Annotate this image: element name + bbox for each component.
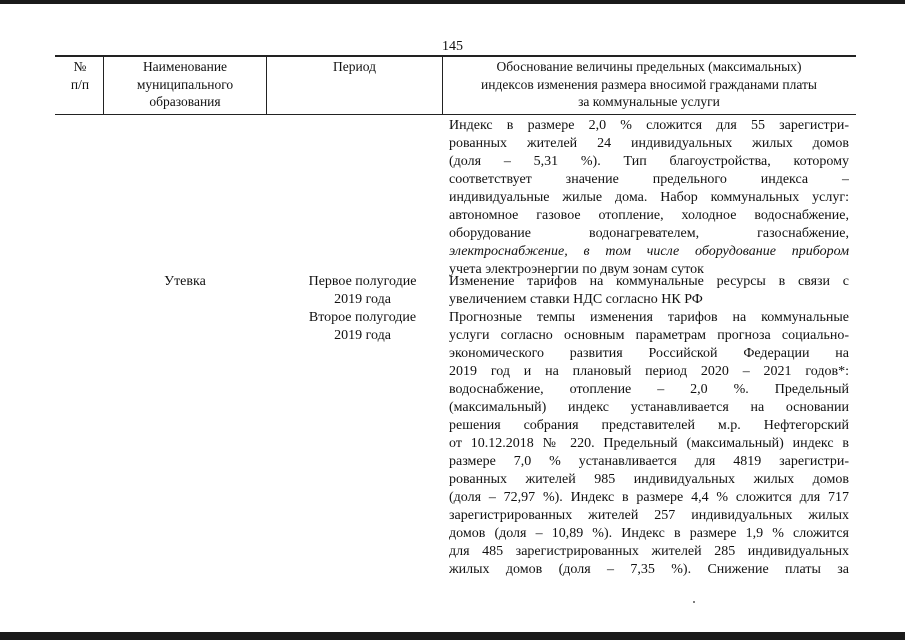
text-line: оборудование водонагревателем, газоснабжение,	[449, 226, 849, 241]
text-line: (доля – 72,97 %). Индекс в размере 4,4 % сложится для 717	[449, 490, 849, 505]
text-line: экономического развития Российской Федерации на	[449, 346, 849, 361]
justification-paragraph-1	[449, 117, 849, 279]
text-line: водоснабжение, отопление – 2,0 %. Предельный	[449, 382, 849, 397]
period-cell	[285, 273, 440, 345]
text-line: домов (доля – 10,89 %). Индекс в размере 1,9 % сложится	[449, 526, 849, 541]
justification-paragraph-2	[449, 273, 849, 309]
header-justification: Обоснование величины предельных (максимальных) индексов изменения размера вносимой гражданами платы за коммунальные услуги	[481, 59, 817, 109]
text-line: Изменение тарифов на коммунальные ресурсы в связи с	[449, 274, 849, 289]
text-line: зарегистрированных жителей 257 индивидуальных жилых	[449, 508, 849, 523]
scan-edge-bottom	[0, 632, 905, 640]
text-line: от 10.12.2018 № 220. Предельный (максимальный) индекс в	[449, 436, 849, 451]
table-top-rule	[55, 55, 856, 57]
header-municipality: Наименование муниципального образования	[136, 59, 234, 109]
text-line: индивидуальные жилые дома. Набор коммунальных услуг:	[449, 190, 849, 205]
justification-paragraph-3	[449, 309, 849, 579]
text-line: Прогнозные темпы изменения тарифов на коммунальные	[449, 310, 849, 325]
text-line: рованных жителей 985 индивидуальных жилых домов	[449, 472, 849, 487]
text-line: Индекс в размере 2,0 % сложится для 55 зарегистри-	[449, 118, 849, 133]
period-line: 2019 года	[334, 292, 391, 307]
text-line: электроснабжение, в том числе оборудование прибором	[449, 244, 849, 259]
text-line: соответствует значение предельного индекса –	[449, 172, 849, 187]
period-line: 2019 года	[334, 328, 391, 343]
scan-speck	[693, 601, 695, 603]
period-line: Второе полугодие	[308, 310, 417, 325]
table-header-bottom-rule	[55, 114, 856, 115]
scan-edge-top	[0, 0, 905, 4]
text-line: (максимальный) индекс устанавливается на основании	[449, 400, 849, 415]
text-line: (доля – 5,31 %). Тип благоустройства, которому	[449, 154, 849, 169]
text-line: размере 7,0 % устанавливается для 4819 зарегистри-	[449, 454, 849, 469]
text-line: услуги согласно основным параметрам прогноза социально-	[449, 328, 849, 343]
page-number: 145	[442, 39, 463, 54]
municipality-name: Утевка	[164, 274, 206, 289]
header-period: Период	[333, 59, 376, 74]
text-line: для 485 зарегистрированных жителей 285 индивидуальных	[449, 544, 849, 559]
period-line: Первое полугодие	[308, 274, 417, 289]
text-line: учета электроэнергии по двум зонам суток	[449, 262, 704, 277]
text-line: 2019 год и на плановый период 2020 – 2021 годов*:	[449, 364, 849, 379]
text-line: жилых домов (доля – 7,35 %). Снижение платы за	[449, 562, 849, 577]
text-line: автономное газовое отопление, холодное водоснабжение,	[449, 208, 849, 223]
text-line: рованных жителей 24 индивидуальных жилых домов	[449, 136, 849, 151]
text-line: увеличением ставки НДС согласно НК РФ	[449, 292, 703, 307]
header-number: № п/п	[70, 59, 90, 92]
text-line: решения собрания представителей м.р. Нефтегорский	[449, 418, 849, 433]
